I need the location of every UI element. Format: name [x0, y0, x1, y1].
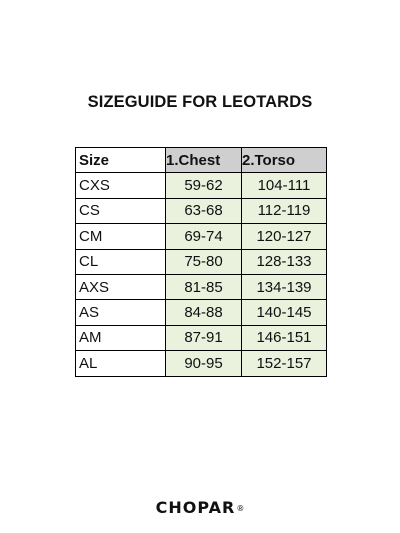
header-chest: 1.Chest	[166, 148, 242, 173]
page-title: SIZEGUIDE FOR LEOTARDS	[87, 93, 313, 111]
torso-cell: 146-151	[242, 325, 327, 350]
table-row	[76, 173, 327, 198]
size-cell: CM	[76, 224, 166, 249]
size-cell: AS	[76, 300, 166, 325]
chest-cell: 59-62	[166, 173, 242, 198]
size-cell: AM	[76, 325, 166, 350]
registered-mark: ®	[236, 504, 245, 513]
brand-logo	[0, 498, 400, 517]
torso-cell: 104-111	[242, 173, 327, 198]
table-row	[76, 198, 327, 223]
table-row	[76, 300, 327, 325]
size-cell: CL	[76, 249, 166, 274]
torso-cell: 128-133	[242, 249, 327, 274]
table-row	[76, 224, 327, 249]
chest-cell: 81-85	[166, 274, 242, 299]
table-row	[76, 325, 327, 350]
chest-cell: 69-74	[166, 224, 242, 249]
header-size: Size	[76, 148, 166, 173]
chest-cell: 90-95	[166, 351, 242, 376]
torso-cell: 112-119	[242, 198, 327, 223]
chest-cell: 87-91	[166, 325, 242, 350]
brand-name: CHOPAR	[155, 498, 236, 517]
size-cell: CS	[76, 198, 166, 223]
size-cell: CXS	[76, 173, 166, 198]
size-guide-table	[75, 147, 327, 377]
size-cell: AL	[76, 351, 166, 376]
header-torso: 2.Torso	[242, 148, 327, 173]
torso-cell: 140-145	[242, 300, 327, 325]
torso-cell: 152-157	[242, 351, 327, 376]
table-row	[76, 351, 327, 376]
chest-cell: 75-80	[166, 249, 242, 274]
size-cell: AXS	[76, 274, 166, 299]
chest-cell: 63-68	[166, 198, 242, 223]
table-header-row	[76, 148, 327, 173]
table-row	[76, 249, 327, 274]
chest-cell: 84-88	[166, 300, 242, 325]
table-row	[76, 274, 327, 299]
torso-cell: 120-127	[242, 224, 327, 249]
torso-cell: 134-139	[242, 274, 327, 299]
